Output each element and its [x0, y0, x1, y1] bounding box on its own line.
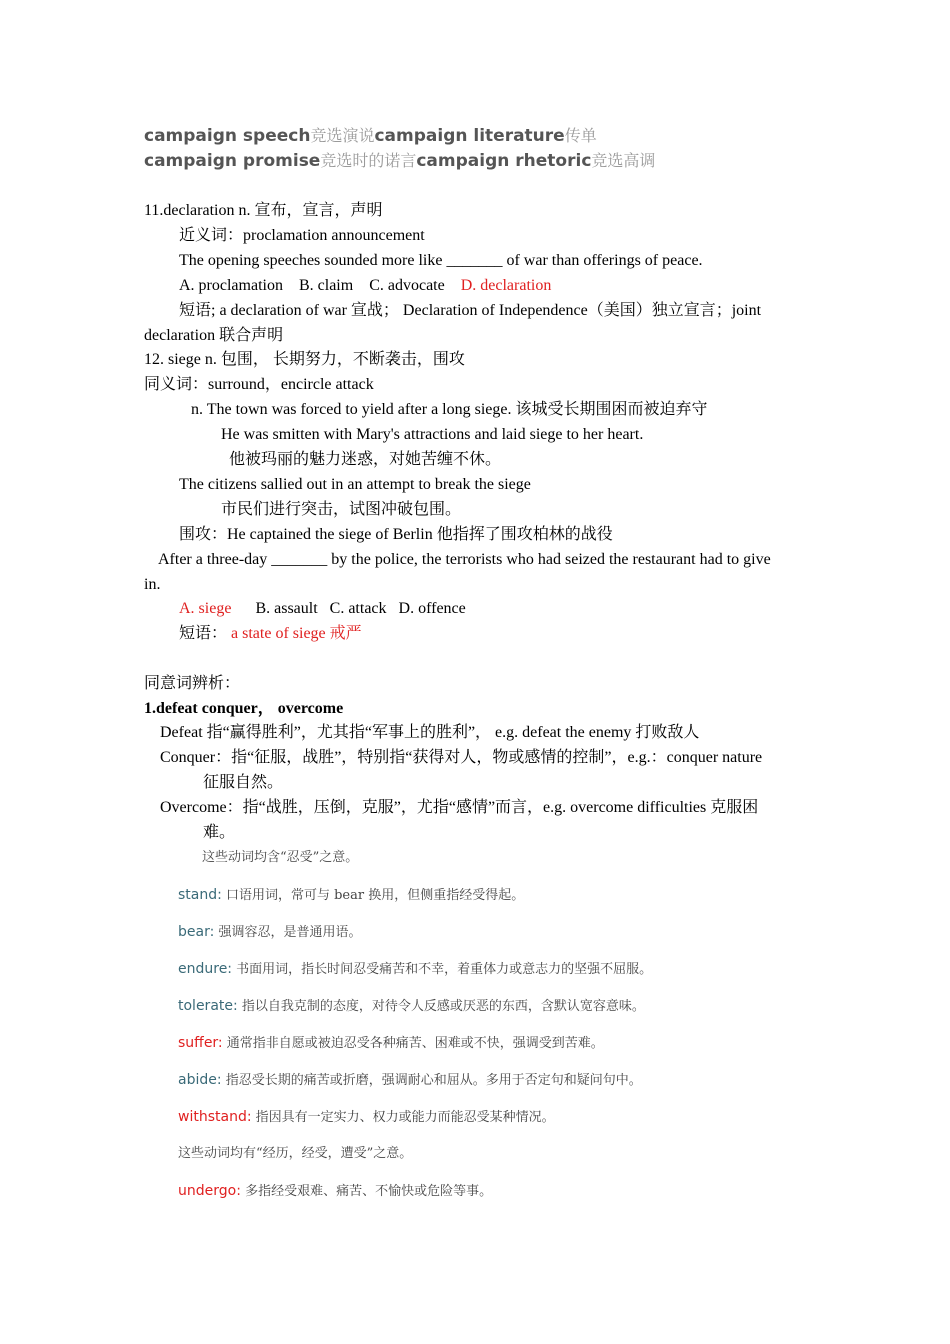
word-label: suffer:	[178, 1035, 223, 1051]
word-label: bear:	[178, 924, 215, 940]
term-campaign-rhetoric-cn: 竞选高调	[591, 151, 656, 170]
term-campaign-rhetoric: campaign rhetoric	[416, 151, 592, 171]
item12-question-line1: After a three-day _______ by the police, the terrorists who had seized the restaurant had to give	[158, 551, 771, 568]
item12-option-c: C. attack	[329, 600, 387, 617]
item11-option-d-answer: D. declaration	[460, 277, 552, 294]
item12-question-line2: in.	[144, 576, 161, 593]
item12-option-a-answer: A. siege	[179, 600, 232, 617]
term-campaign-promise: campaign promise	[144, 151, 321, 171]
word-label: stand:	[178, 887, 222, 903]
overcome-definition-line2: 难。	[203, 824, 236, 841]
defeat-definition: Defeat 指“赢得胜利”，尤其指“军事上的胜利”， e.g. defeat the enemy 打败敌人	[160, 724, 700, 741]
item12-example3: The citizens sallied out in an attempt to break the siege	[179, 476, 531, 493]
item11-option-a: A. proclamation	[179, 277, 283, 294]
word-description: 指因具有一定实力、权力或能力而能忍受某种情况。	[251, 1110, 555, 1125]
term-campaign-speech-cn: 竞选演说	[310, 126, 375, 145]
item12-example4: 围攻：He captained the siege of Berlin 他指挥了围攻柏林的战役	[179, 526, 613, 543]
endure-item-tolerate	[178, 995, 645, 1018]
word-label: abide:	[178, 1072, 222, 1088]
item12-option-d: D. offence	[398, 600, 466, 617]
word-description: 通常指非自愿或被迫忍受各种痛苦、困难或不快，强调受到苦难。	[222, 1036, 604, 1051]
item12-phrase	[179, 623, 362, 645]
item12-example2: He was smitten with Mary's attractions and laid siege to her heart.	[221, 426, 644, 443]
term-campaign-literature-cn: 传单	[564, 126, 597, 145]
item12-title: 12. siege n. 包围， 长期努力，不断袭击，围攻	[144, 351, 465, 368]
conquer-definition-line2: 征服自然。	[203, 774, 284, 791]
word-description: 多指经受艰难、痛苦、不愉快或危险等事。	[240, 1184, 493, 1199]
endure-item-endure	[178, 958, 652, 981]
endure-item-bear	[178, 921, 361, 944]
word-label: tolerate:	[178, 998, 238, 1014]
word-label: withstand:	[178, 1109, 252, 1125]
item11-options	[179, 275, 551, 297]
word-description: 指以自我克制的态度，对待令人反感或厌恶的东西，含默认宽容意味。	[237, 999, 645, 1014]
endure-item-abide	[178, 1069, 642, 1092]
word-label: endure:	[178, 961, 233, 977]
endure-item-withstand	[178, 1106, 555, 1129]
term-campaign-promise-cn: 竞选时的诺言	[320, 151, 417, 170]
item11-question: The opening speeches sounded more like _______ of war than offerings of peace.	[179, 252, 703, 269]
item11-phrase-line2: declaration 联合声明	[144, 327, 284, 344]
item12-phrase-label: 短语：	[179, 625, 228, 642]
item12-example2-cn: 他被玛丽的魅力迷惑，对她苦缠不休。	[229, 451, 502, 468]
overcome-definition-line1: Overcome：指“战胜，压倒，克服”，尤指“感情”而言，e.g. overcome difficulties 克服困	[160, 799, 759, 816]
item12-phrase-text: a state of siege 戒严	[231, 625, 362, 642]
synonym-subheading-1: 1.defeat conquer， overcome	[144, 700, 344, 717]
item12-example3-cn: 市民们进行突击，试图冲破包围。	[221, 501, 462, 518]
word-label: undergo:	[178, 1183, 241, 1199]
heading-row-1	[144, 125, 597, 147]
item11-synonyms: 近义词：proclamation announcement	[179, 227, 425, 244]
synonym-section-title: 同意词辨析：	[144, 675, 241, 692]
word-description: 指忍受长期的痛苦或折磨，强调耐心和屈从。多用于否定句和疑问句中。	[221, 1073, 642, 1088]
heading-row-2	[144, 150, 655, 172]
item12-options	[179, 598, 466, 620]
endure-item-stand	[178, 884, 524, 907]
item11-option-c: C. advocate	[369, 277, 445, 294]
undergo-item	[178, 1180, 492, 1203]
item11-phrase-line1: 短语; a declaration of war 宣战； Declaration of Independence（美国）独立宣言；joint	[179, 302, 762, 319]
term-campaign-speech: campaign speech	[144, 126, 311, 146]
item11-option-b: B. claim	[298, 277, 354, 294]
undergo-intro: 这些动词均有“经历，经受，遭受”之意。	[178, 1146, 413, 1161]
word-description: 强调容忍，是普通用语。	[214, 925, 362, 940]
term-campaign-literature: campaign literature	[374, 126, 565, 146]
item12-option-b: B. assault	[255, 600, 318, 617]
word-description: 口语用词，常可与 bear 换用，但侧重指经受得起。	[221, 888, 525, 903]
conquer-definition-line1: Conquer：指“征服，战胜”，特别指“获得对人，物或感情的控制”，e.g.：conquer nature	[160, 749, 763, 766]
word-description: 书面用词，指长时间忍受痛苦和不幸，着重体力或意志力的坚强不屈服。	[232, 962, 653, 977]
item12-synonyms: 同义词：surround，encircle attack	[144, 376, 374, 393]
item12-example1: n. The town was forced to yield after a long siege. 该城受长期围困而被迫弃守	[191, 401, 708, 418]
endure-item-suffer	[178, 1032, 604, 1055]
item11-title: 11.declaration n. 宣布，宣言，声明	[144, 202, 383, 219]
endure-intro: 这些动词均含“忍受”之意。	[202, 850, 359, 865]
